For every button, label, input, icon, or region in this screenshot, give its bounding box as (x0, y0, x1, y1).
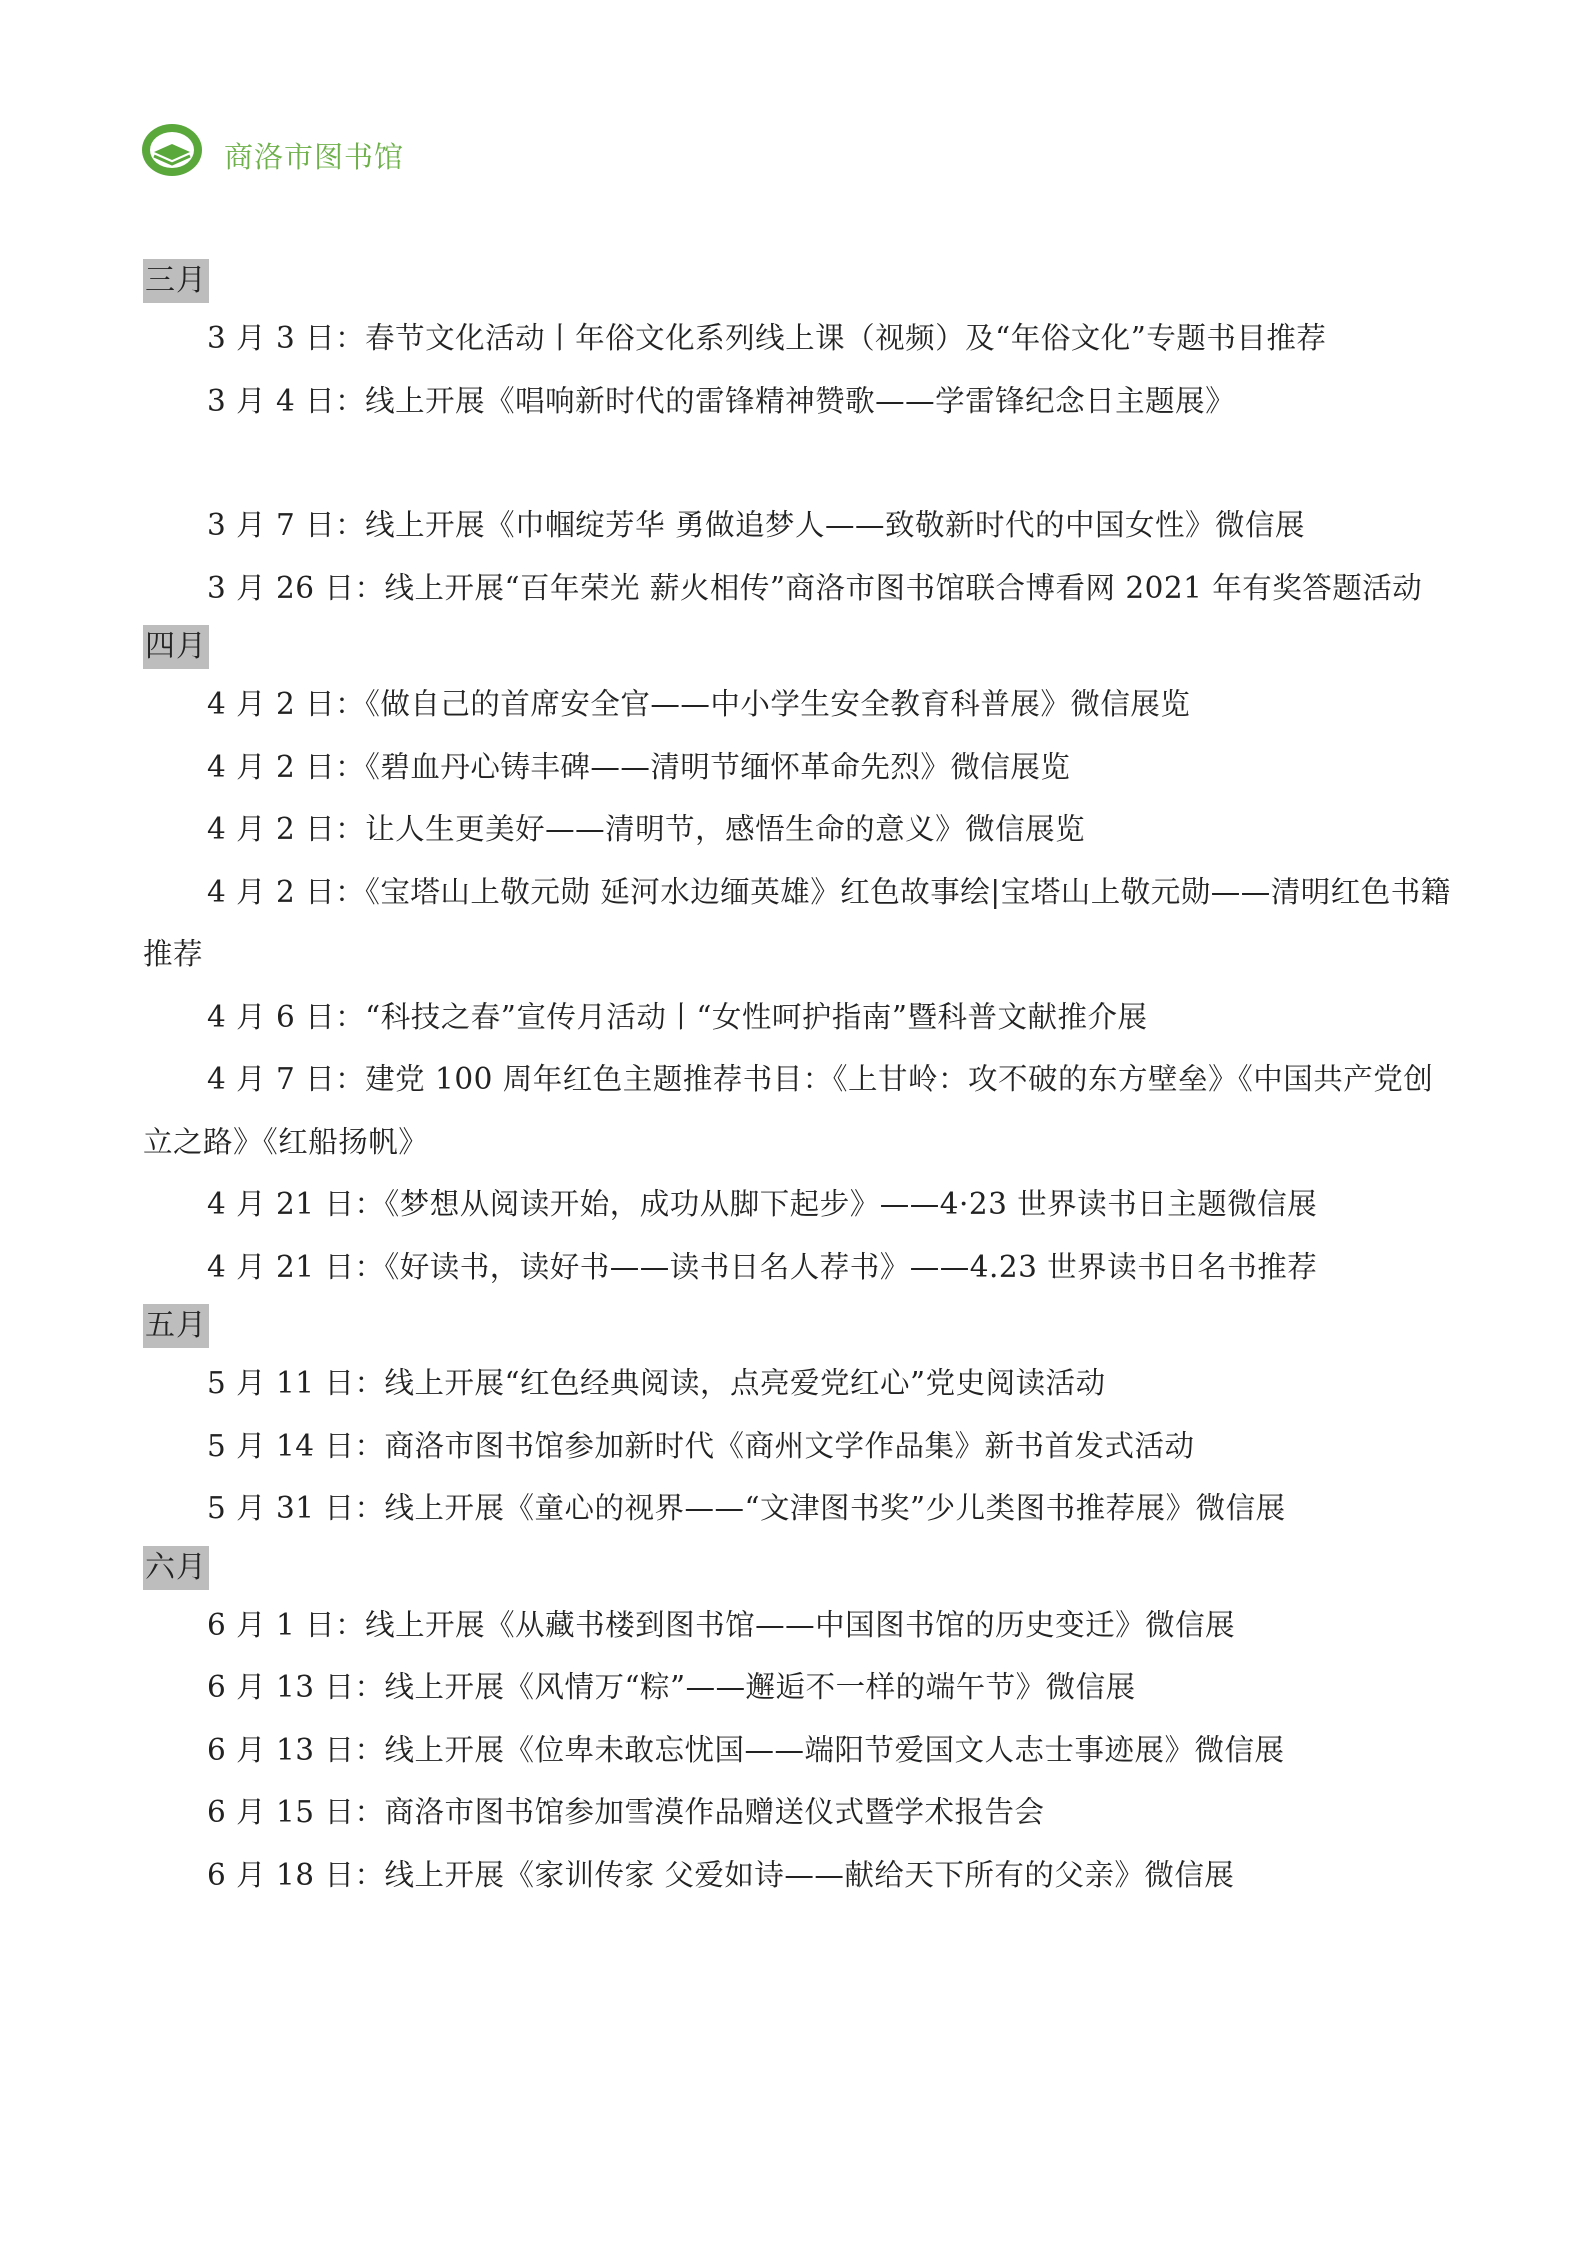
month-heading: 五月 (143, 1304, 209, 1348)
month-section-march (143, 253, 1453, 619)
activity-entry: 5 月 11 日：线上开展“红色经典阅读，点亮爱党红心”党史阅读活动 (207, 1366, 1106, 1400)
activity-entry: 3 月 26 日：线上开展“百年荣光 薪火相传”商洛市图书馆联合博看网 2021 年有奖答题活动 (207, 570, 1423, 605)
activity-entry: 6 月 13 日：线上开展《位卑未敢忘忧国——端阳节爱国文人志士事迹展》微信展 (207, 1732, 1285, 1767)
blank-line (143, 432, 1453, 494)
activity-list (143, 253, 1453, 1906)
activity-entry: 6 月 15 日：商洛市图书馆参加雪漠作品赠送仪式暨学术报告会 (207, 1795, 1045, 1829)
activity-entry: 4 月 7 日：建党 100 周年红色主题推荐书目：《上甘岭：攻不破的东方壁垒》《中国共产党创立之路》《红船扬帆》 (143, 1062, 1434, 1159)
activity-entry: 5 月 31 日：线上开展《童心的视界——“文津图书奖”少儿类图书推荐展》微信展 (207, 1491, 1286, 1525)
month-section-june (143, 1540, 1453, 1907)
activity-entry: 6 月 13 日：线上开展《风情万“粽”——邂逅不一样的端午节》微信展 (207, 1670, 1136, 1704)
month-heading: 三月 (143, 259, 209, 303)
page-header (140, 118, 404, 182)
activity-entry: 4 月 21 日：《好读书，读好书——读书日名人荐书》——4.23 世界读书日名书推荐 (207, 1249, 1318, 1284)
library-name: 商洛市图书馆 (224, 139, 405, 174)
month-section-may (143, 1298, 1453, 1540)
activity-entry: 3 月 4 日：线上开展《唱响新时代的雷锋精神赞歌——学雷锋纪念日主题展》 (207, 383, 1236, 418)
activity-entry: 4 月 2 日：让人生更美好——清明节，感悟生命的意义》微信展览 (207, 812, 1086, 846)
month-heading: 四月 (143, 625, 209, 669)
activity-entry: 4 月 2 日：《做自己的首席安全官——中小学生安全教育科普展》微信展览 (207, 687, 1191, 721)
activity-entry: 4 月 6 日：“科技之春”宣传月活动丨“女性呵护指南”暨科普文献推介展 (207, 999, 1148, 1034)
activity-entry: 3 月 3 日：春节文化活动丨年俗文化系列线上课（视频）及“年俗文化”专题书目推荐 (207, 321, 1327, 355)
month-section-april (143, 619, 1453, 1298)
activity-entry: 4 月 21 日：《梦想从阅读开始，成功从脚下起步》——4·23 世界读书日主题微信展 (207, 1187, 1318, 1221)
activity-entry: 4 月 2 日：《宝塔山上敬元勋 延河水边缅英雄》红色故事绘|宝塔山上敬元勋——清明红色书籍推荐 (143, 874, 1451, 971)
activity-entry: 6 月 18 日：线上开展《家训传家 父爱如诗——献给天下所有的父亲》微信展 (207, 1857, 1235, 1892)
activity-entry: 3 月 7 日：线上开展《巾帼绽芳华 勇做追梦人——致敬新时代的中国女性》微信展 (207, 508, 1306, 542)
activity-entry: 4 月 2 日：《碧血丹心铸丰碑——清明节缅怀革命先烈》微信展览 (207, 749, 1071, 784)
activity-entry: 6 月 1 日：线上开展《从藏书楼到图书馆——中国图书馆的历史变迁》微信展 (207, 1607, 1236, 1642)
library-book-logo-icon (140, 122, 204, 178)
month-heading: 六月 (143, 1546, 209, 1590)
activity-entry: 5 月 14 日：商洛市图书馆参加新时代《商州文学作品集》新书首发式活动 (207, 1428, 1195, 1463)
